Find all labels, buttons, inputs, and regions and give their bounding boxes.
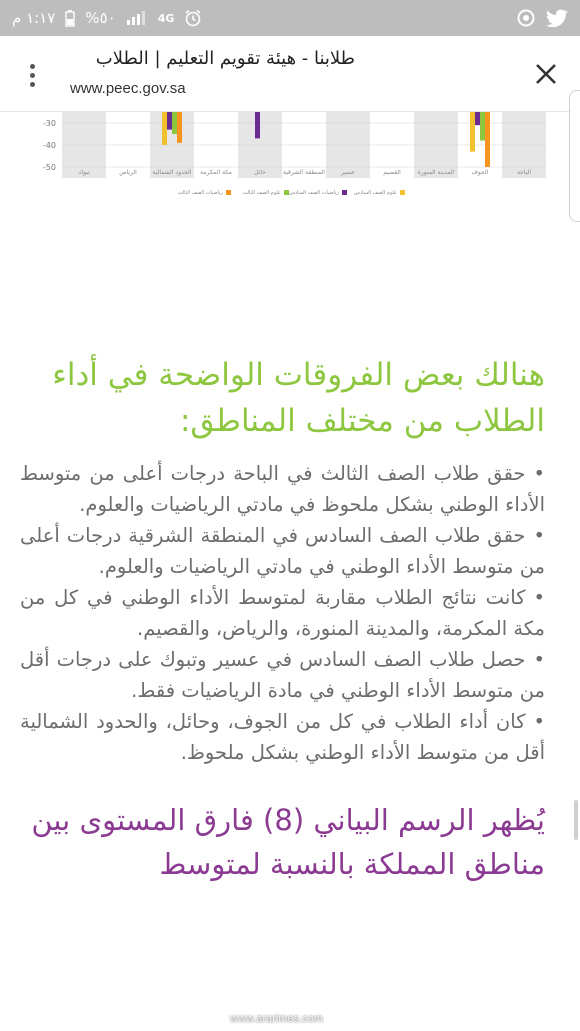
legend-swatch [226,190,231,195]
list-item [20,520,545,582]
close-icon[interactable] [532,60,560,88]
legend-label: علوم الصف السادس [353,190,397,196]
x-tick-label: مكة المكرمة [200,169,232,176]
chart-bar [172,112,177,134]
article-content [20,352,545,886]
x-tick-label: حائل [254,169,266,176]
section-heading: هنالك بعض الفروقات الواضحة في أداء الطلاب من مختلف المناطق: [52,357,545,439]
x-tick-label: الجوف [471,169,489,176]
x-tick-label: الرياض [119,169,137,176]
network-type: 4G [157,11,175,25]
list-item-text: حقق طلاب الصف الثالث في الباحة درجات أعلى من متوسط الأداء الوطني بشكل ملحوظ في مادتي الرياضيات والعلوم. [20,462,545,516]
chart-bar [480,112,485,141]
list-item [20,582,545,644]
signal-icon [126,10,148,26]
legend-label: رياضيات الصف السادس [288,190,339,196]
page-scrollbar[interactable] [574,800,578,840]
x-tick-label: تبوك [78,169,90,176]
bullet-icon: • [533,524,545,547]
legend-swatch [400,190,405,195]
x-tick-label: القصيم [383,169,401,176]
section-heading-2: يُظهر الرسم البياني (8) فارق المستوى بين مناطق المملكة بالنسبة لمتوسط [31,803,545,881]
app-notification-icon [516,8,536,28]
x-tick-label: المنطقة الشرقية [283,169,325,176]
status-bar [0,0,580,36]
list-item-text: حصل طلاب الصف السادس في عسير وتبوك على درجات أقل من متوسط الأداء الوطني في مادة الرياضيات فقط. [20,648,545,702]
chart-bar [475,112,480,125]
chart-svg [0,112,580,222]
list-item [20,706,545,768]
x-tick-label: عسير [340,169,356,176]
battery-percent: %٥٠ [85,9,116,27]
chart-bar [162,112,167,145]
watermark: www.ararimes.com [230,1013,323,1025]
list-item-text: كان أداء الطلاب في كل من الجوف، وحائل، والحدود الشمالية أقل من متوسط الأداء الوطني بشكل ملحوظ. [20,710,545,764]
y-tick-label: -30 [42,119,56,128]
legend-swatch [342,190,347,195]
chart-bar [167,112,172,130]
chart-bar [485,112,490,167]
legend-swatch [284,190,289,195]
bullet-icon: • [533,710,545,733]
browser-header [0,36,580,112]
chart-bar [255,112,260,138]
twitter-icon [546,9,568,27]
y-tick-label: -40 [42,141,56,150]
battery-icon [65,10,75,27]
page-title: طلابنا - هيئة تقويم التعليم | الطلاب [95,48,355,69]
list-item [20,458,545,520]
chart-bar [470,112,475,152]
x-tick-label: الباحة [516,169,532,176]
bullet-icon: • [533,586,545,609]
page-url: www.peec.gov.sa [70,80,186,97]
legend-label: علوم الصف الثالث [242,190,281,196]
list-item-text: حقق طلاب الصف السادس في المنطقة الشرقية درجات أعلى من متوسط الأداء الوطني في مادتي الرياضيات والعلوم. [20,524,545,578]
list-item-text: كانت نتائج الطلاب مقاربة لمتوسط الأداء الوطني في كل من مكة المكرمة، والمدينة المنورة، والرياض، والقصيم. [20,586,545,640]
list-item [20,644,545,706]
bullet-icon: • [533,648,545,671]
legend-label: رياضيات الصف الثالث [177,190,223,196]
more-options-icon[interactable] [22,62,42,90]
x-tick-label: الحدود الشمالية [152,169,192,176]
bullet-icon: • [533,462,545,485]
findings-list [20,458,545,768]
chart-bar [177,112,182,143]
x-tick-label: المدينة المنورة [417,169,455,176]
time-label: ١:١٧ م [12,9,56,27]
y-tick-label: -50 [42,163,56,172]
alarm-icon [184,9,202,27]
region-chart [0,112,580,222]
